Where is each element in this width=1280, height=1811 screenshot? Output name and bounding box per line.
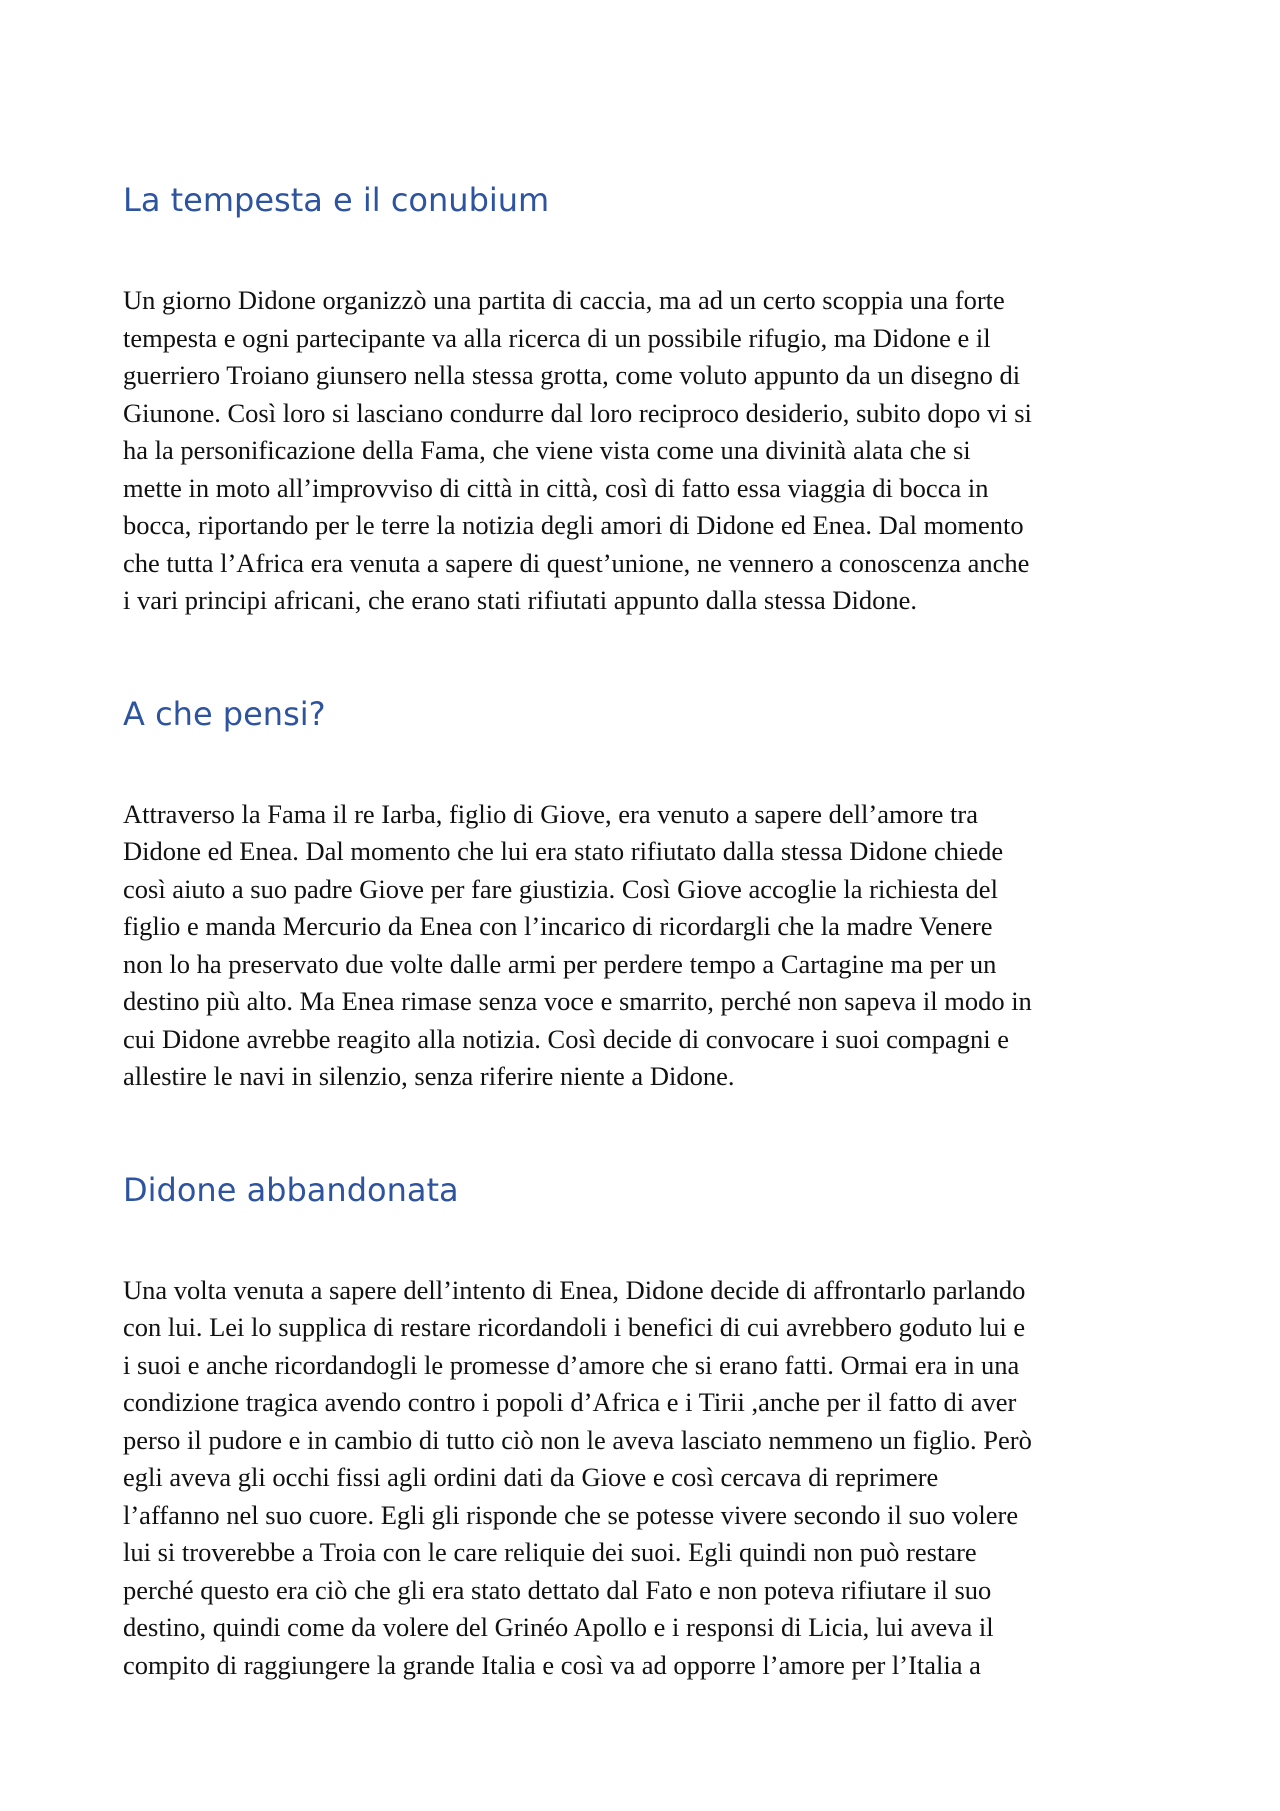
section-paragraph-didone-abbandonata: Una volta venuta a sapere dell’intento di Enea, Didone decide di affrontarlo parlando con lui. Lei lo supplica di restare ricordandoli i benefici di cui avrebbero goduto lui e i suoi e anche ricordandogli le promesse d’amore che si erano fatti. Ormai era in una condizione tragica avendo contro i popoli d’Africa e i Tirii ,anche per il fatto di aver perso il pudore e in cambio di tutto ciò non le aveva lasciato nemmeno un figlio. Però egli aveva gli occhi fissi agli ordini dati da Giove e così cercava di reprimere l’affanno nel suo cuore. Egli gli risponde che se potesse vivere secondo il suo volere lui si troverebbe a Troia con le care reliquie dei suoi. Egli quindi non può restare perché questo era ciò che gli era stato dettato dal Fato e non poteva rifiutare il suo destino, quindi come da volere del Grinéo Apollo e i responsi di Licia, lui aveva il compito di raggiungere la grande Italia e così va ad opporre l’amore per l’Italia a: [123, 1274, 1032, 1680]
section-paragraph-a-che-pensi: Attraverso la Fama il re Iarba, figlio di Giove, era venuto a sapere dell’amore tra Didone ed Enea. Dal momento che lui era stato rifiutato dalla stessa Didone chiede così aiuto a suo padre Giove per fare giustizia. Così Giove accoglie la richiesta del figlio e manda Mercurio da Enea con l’incarico di ricordargli che la madre Venere non lo ha preservato due volte dalle armi per perdere tempo a Cartagine ma per un destino più alto. Ma Enea rimase senza voce e smarrito, perché non sapeva il modo in cui Didone avrebbe reagito alla notizia. Così decide di convocare i suoi compagni e allestire le navi in silenzio, senza riferire niente a Didone.: [123, 798, 1032, 1091]
spacer: [123, 1214, 1168, 1272]
section-heading-a-che-pensi: A che pensi?: [123, 694, 326, 733]
spacer: [123, 1096, 1168, 1166]
document-content: [123, 176, 1168, 1684]
section-heading-didone-abbandonata: Didone abbandonata: [123, 1170, 459, 1209]
section-paragraph-tempesta: Un giorno Didone organizzò una partita di caccia, ma ad un certo scoppia una forte tempesta e ogni partecipante va alla ricerca di un possibile rifugio, ma Didone e il guerriero Troiano giunsero nella stessa grotta, come voluto appunto da un disegno di Giunone. Così loro si lasciano condurre dal loro reciproco desiderio, subito dopo vi si ha la personificazione della Fama, che viene vista come una divinità alata che si mette in moto all’improvviso di città in città, così di fatto essa viaggia di bocca in bocca, riportando per le terre la notizia degli amori di Didone ed Enea. Dal momento che tutta l’Africa era venuta a sapere di quest’unione, ne vennero a conoscenza anche i vari principi africani, che erano stati rifiutati appunto dalla stessa Didone.: [123, 285, 1032, 615]
section-heading-tempesta: La tempesta e il conubium: [123, 181, 550, 219]
spacer: [123, 620, 1168, 690]
spacer: [123, 738, 1168, 796]
spacer: [123, 224, 1168, 282]
